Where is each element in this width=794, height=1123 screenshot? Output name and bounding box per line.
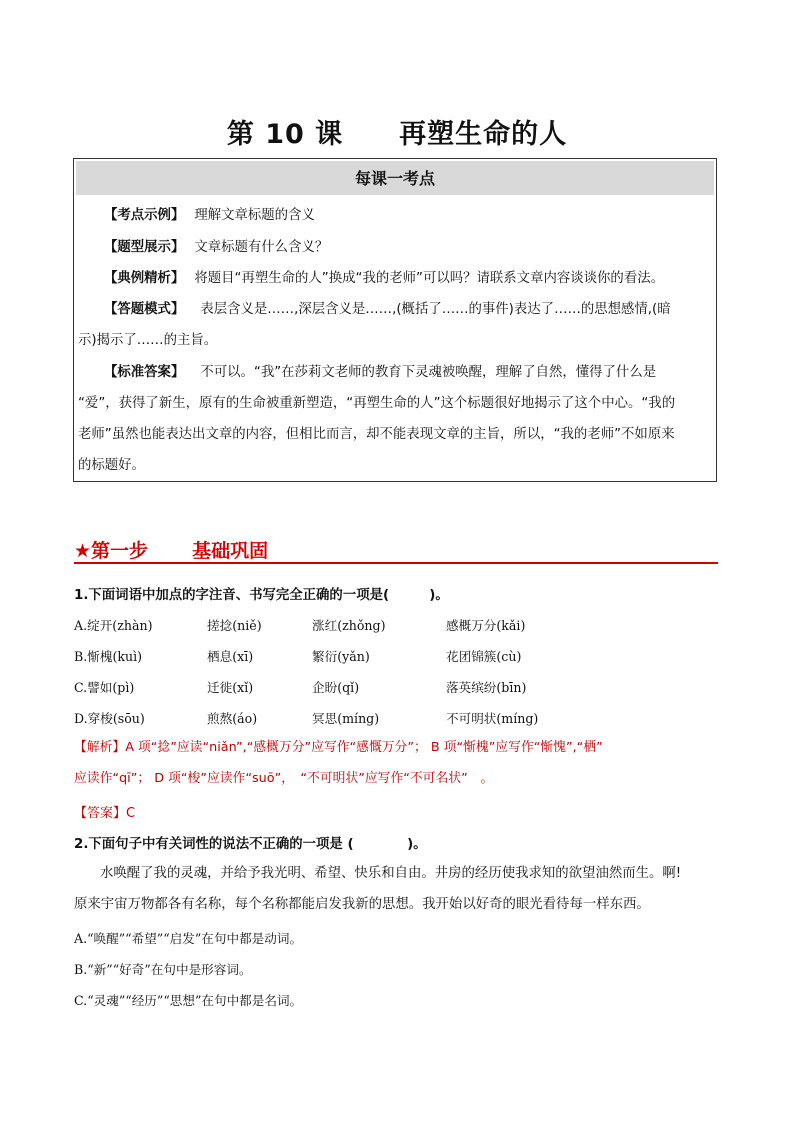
std-text-4: 的标题好。: [78, 458, 145, 473]
type-text: 文章标题有什么含义？: [194, 240, 329, 255]
example-label: 【考点示例】: [104, 208, 185, 223]
kaodian-example: [78, 206, 710, 226]
option-cell: 落英缤纷(bīn): [446, 680, 527, 695]
q2-choice-c: C.“灵魂”“经历”“思想”在句中都是名词。: [74, 993, 303, 1008]
kaodian-mode: [78, 300, 710, 320]
kaodian-classic: [78, 269, 710, 289]
page-title: [0, 112, 794, 151]
q2-choice-b: B.“新”“好奇”在句中是形容词。: [74, 962, 252, 977]
question-2-stem: 2.下面句子中有关词性的说法不正确的一项是 ( )。: [74, 837, 427, 852]
option-cell: 搓捻(niě): [207, 618, 262, 633]
mode-text-2: 示)揭示了……的主旨。: [78, 333, 218, 348]
std-text-1: 不可以。“我”在莎莉文老师的教育下灵魂被唤醒，理解了自然，懂得了什么是: [200, 365, 657, 380]
kaodian-box: [73, 158, 717, 482]
option-cell: 企盼(qǐ): [312, 680, 360, 695]
type-label: 【题型展示】: [104, 240, 185, 255]
mode-text-1: 表层含义是……,深层含义是……,(概括了……的事件)表达了……的思想感情,(暗: [200, 302, 671, 317]
option-cell: 花团锦簇(cù): [446, 649, 522, 664]
option-cell: B.惭槐(kuì): [74, 649, 143, 664]
example-text: 理解文章标题的含义: [194, 208, 315, 223]
option-cell: 栖息(xī): [207, 649, 254, 664]
step-name: 第一步: [91, 540, 149, 562]
mode-label: 【答题模式】: [104, 302, 185, 317]
passage-line-2: 原来宇宙万物都各有名称，每个名称都能启发我新的思想。我开始以好奇的眼光看待每一样东西。: [74, 897, 650, 912]
option-cell: 不可明状(míng): [446, 711, 539, 726]
kaodian-type: [78, 238, 710, 258]
q1-answer: 【答案】C: [74, 806, 136, 821]
q1-analysis: [74, 732, 724, 794]
option-cell: 冥思(míng): [312, 711, 380, 726]
kaodian-header: 每课一考点: [76, 161, 714, 195]
classic-text: 将题目“再塑生命的人”换成“我的老师”可以吗？请联系文章内容谈谈你的看法。: [194, 271, 664, 286]
q2-choice-a: A.“唤醒”“希望”“启发”在句中都是动词。: [74, 931, 303, 946]
kaodian-standard: [78, 363, 710, 383]
option-cell: 煎熬(áo): [207, 711, 258, 726]
option-cell: 繁衍(yǎn): [312, 649, 370, 664]
std-text-3: 老师”虽然也能表达出文章的内容，但相比而言，却不能表现文章的主旨，所以，“我的老师”不如原来: [78, 427, 675, 442]
option-cell: D.穿梭(sōu): [74, 711, 145, 726]
question-1-stem: 1.下面词语中加点的字注音、书写完全正确的一项是( )。: [74, 588, 449, 603]
std-text-2: “爱”，获得了新生，原有的生命被重新塑造，“再塑生命的人”这个标题很好地揭示了这个中心。“我的: [78, 396, 676, 411]
step-divider: [74, 562, 718, 564]
option-cell: A.绽开(zhàn): [74, 618, 153, 633]
passage-line-1: 水唤醒了我的灵魂，并给予我光明、希望、快乐和自由。井房的经历使我求知的欲望油然而生。啊!: [100, 866, 682, 881]
option-cell: C.譬如(pì): [74, 680, 135, 695]
std-label: 【标准答案】: [104, 365, 185, 380]
q2-passage: [74, 858, 724, 920]
lesson-title: 再塑生命的人: [399, 119, 568, 150]
option-cell: 涨红(zhǒng): [312, 618, 386, 633]
step-heading: [74, 536, 268, 563]
option-cell: 感概万分(kǎi): [446, 618, 526, 633]
option-cell: 迁徙(xǐ): [207, 680, 254, 695]
lesson-number: 第 10 课: [226, 119, 344, 150]
step-title: 基础巩固: [192, 540, 269, 562]
star-icon: ★: [74, 540, 92, 562]
analysis-line-2: 应读作“qī”； D 项“梭”应读作“suō”， “不可明状”应写作“不可名状” 。: [74, 771, 494, 786]
analysis-line-1: 【解析】A 项“捻”应读“niǎn”,“感概万分”应写作“感慨万分”； B 项“惭槐”应写作“惭愧”,“栖”: [74, 740, 603, 755]
classic-label: 【典例精析】: [104, 271, 185, 286]
